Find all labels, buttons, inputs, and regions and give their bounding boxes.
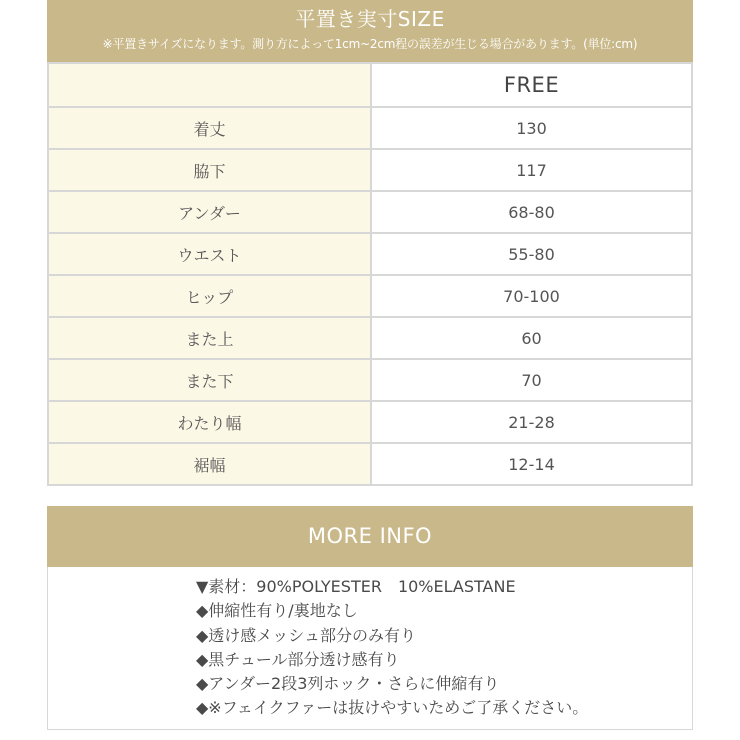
row-label: ヒップ: [48, 275, 371, 317]
more-info-list: [48, 575, 692, 721]
size-section: [47, 0, 693, 497]
table-row: [48, 107, 692, 149]
row-label: また上: [48, 317, 371, 359]
list-item: ◆黒チュール部分透け感有り: [196, 649, 400, 669]
row-value: 117: [371, 149, 692, 191]
size-table-corner-cell: [48, 63, 371, 107]
table-row: [48, 359, 692, 401]
row-value: 68-80: [371, 191, 692, 233]
row-label: 裾幅: [48, 443, 371, 485]
row-label: わたり幅: [48, 401, 371, 443]
size-header: [47, 0, 693, 62]
table-row: [48, 275, 692, 317]
size-title: 平置き実寸SIZE: [295, 7, 445, 31]
row-value: 130: [371, 107, 692, 149]
size-table-header-row: [48, 63, 692, 107]
table-row: [48, 191, 692, 233]
row-value: 12-14: [371, 443, 692, 485]
row-label: ウエスト: [48, 233, 371, 275]
list-item: ◆透け感メッシュ部分のみ有り: [196, 625, 416, 645]
row-value: 70: [371, 359, 692, 401]
size-table: [47, 62, 693, 486]
row-label: 着丈: [48, 107, 371, 149]
more-info-header: MORE INFO: [47, 506, 693, 567]
list-item: ◆アンダー2段3列ホック・さらに伸縮有り: [196, 674, 500, 694]
size-column-header: FREE: [371, 63, 692, 107]
row-label: 脇下: [48, 149, 371, 191]
row-label: アンダー: [48, 191, 371, 233]
size-note: ※平置きサイズになります。測り方によって1cm~2cm程の誤差が生じる場合があります。(単位:cm): [102, 37, 638, 51]
list-item: ▼素材：90%POLYESTER 10%ELASTANE: [196, 577, 516, 596]
row-label: また下: [48, 359, 371, 401]
list-item: ◆伸縮性有り/裏地なし: [196, 601, 358, 621]
table-row: [48, 233, 692, 275]
row-value: 60: [371, 317, 692, 359]
row-value: 21-28: [371, 401, 692, 443]
table-row: [48, 443, 692, 485]
row-value: 70-100: [371, 275, 692, 317]
more-info-section: [47, 506, 693, 730]
table-row: [48, 317, 692, 359]
list-item: ◆※フェイクファーは抜けやすいためご了承ください。: [196, 698, 589, 718]
table-row: [48, 149, 692, 191]
row-value: 55-80: [371, 233, 692, 275]
table-row: [48, 401, 692, 443]
